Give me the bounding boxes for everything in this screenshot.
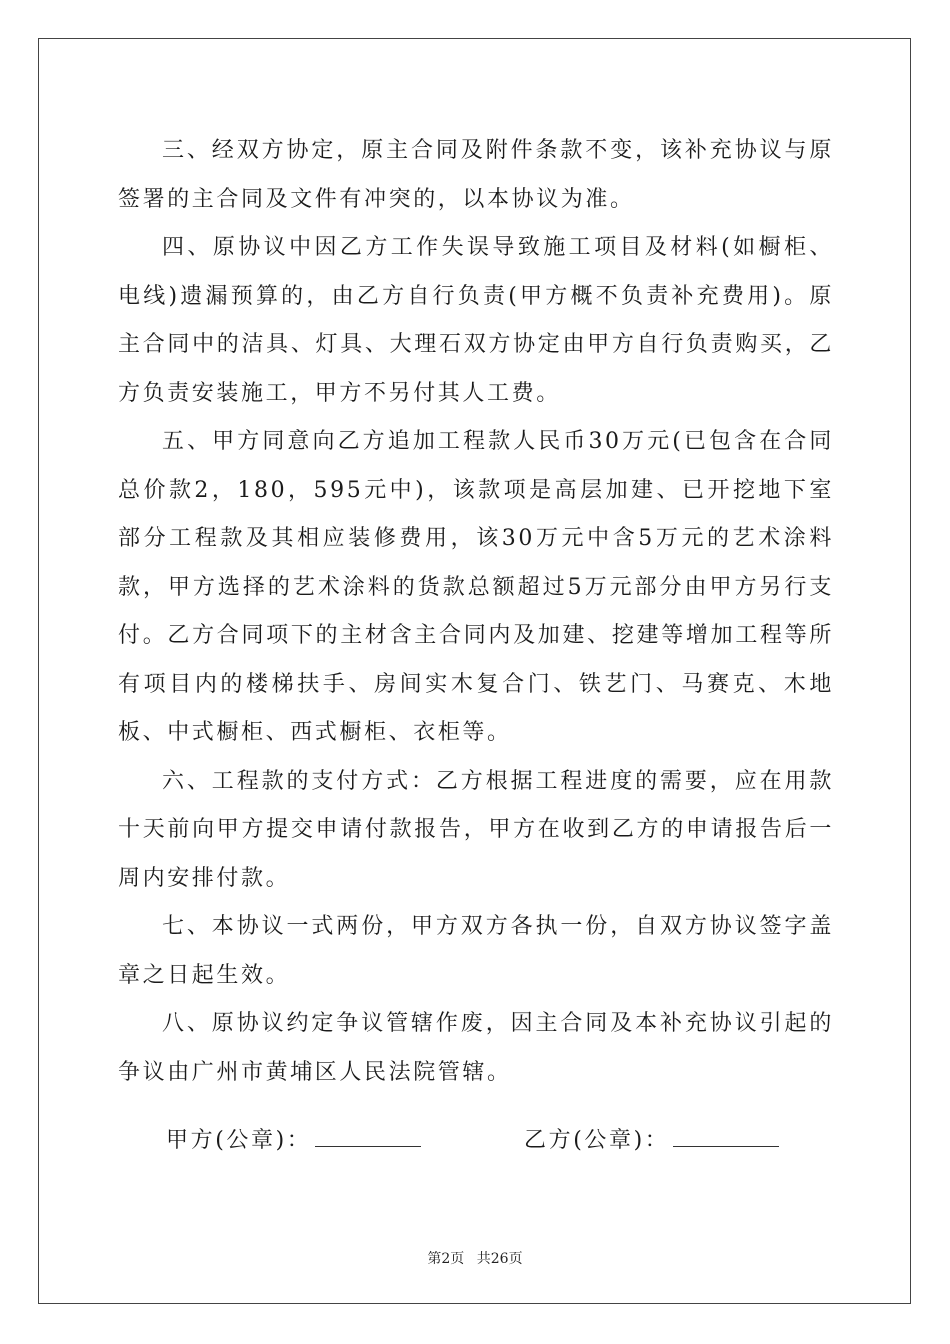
page-number: 第2页 xyxy=(427,1251,465,1267)
party-a-signature xyxy=(166,1122,421,1154)
clause-8: 八、原协议约定争议管辖作废，因主合同及本补充协议引起的争议由广州市黄埔区人民法院管辖。 xyxy=(118,1011,834,1085)
page-footer xyxy=(0,1248,950,1268)
clause-3: 三、经双方协定，原主合同及附件条款不变，该补充协议与原签署的主合同及文件有冲突的，以本协议为准。 xyxy=(118,138,834,212)
party-b-signature xyxy=(524,1122,779,1154)
party-a-label: 甲方(公章)： xyxy=(166,1128,312,1153)
party-b-signature-line xyxy=(673,1122,779,1147)
clause-5: 五、甲方同意向乙方追加工程款人民币30万元(已包含在合同总价款2，180，595元中)，该款项是高层加建、已开挖地下室部分工程款及其相应装修费用，该30万元中含5万元的艺术涂料款，甲方选择的艺术涂料的货款总额超过5万元部分由甲方另行支付。乙方合同项下的主材含主合同内及加建、挖建等增加工程等所有项目内的楼梯扶手、房间实木复合门、铁艺门、马赛克、木地板、中式橱柜、西式橱柜、衣柜等。 xyxy=(118,429,834,745)
party-b-label: 乙方(公章)： xyxy=(524,1128,670,1153)
signature-row xyxy=(166,1122,806,1170)
page-total: 共26页 xyxy=(476,1251,523,1267)
clause-7: 七、本协议一式两份，甲方双方各执一份，自双方协议签字盖章之日起生效。 xyxy=(118,914,834,988)
party-a-signature-line xyxy=(315,1122,421,1147)
document-body xyxy=(118,127,834,1097)
clause-6: 六、工程款的支付方式：乙方根据工程进度的需要，应在用款十天前向甲方提交申请付款报告，甲方在收到乙方的申请报告后一周内安排付款。 xyxy=(118,768,834,891)
clause-4: 四、原协议中因乙方工作失误导致施工项目及材料(如橱柜、电线)遗漏预算的，由乙方自行负责(甲方概不负责补充费用)。原主合同中的洁具、灯具、大理石双方协定由甲方自行负责购买，乙方负责安装施工，甲方不另付其人工费。 xyxy=(118,235,834,406)
